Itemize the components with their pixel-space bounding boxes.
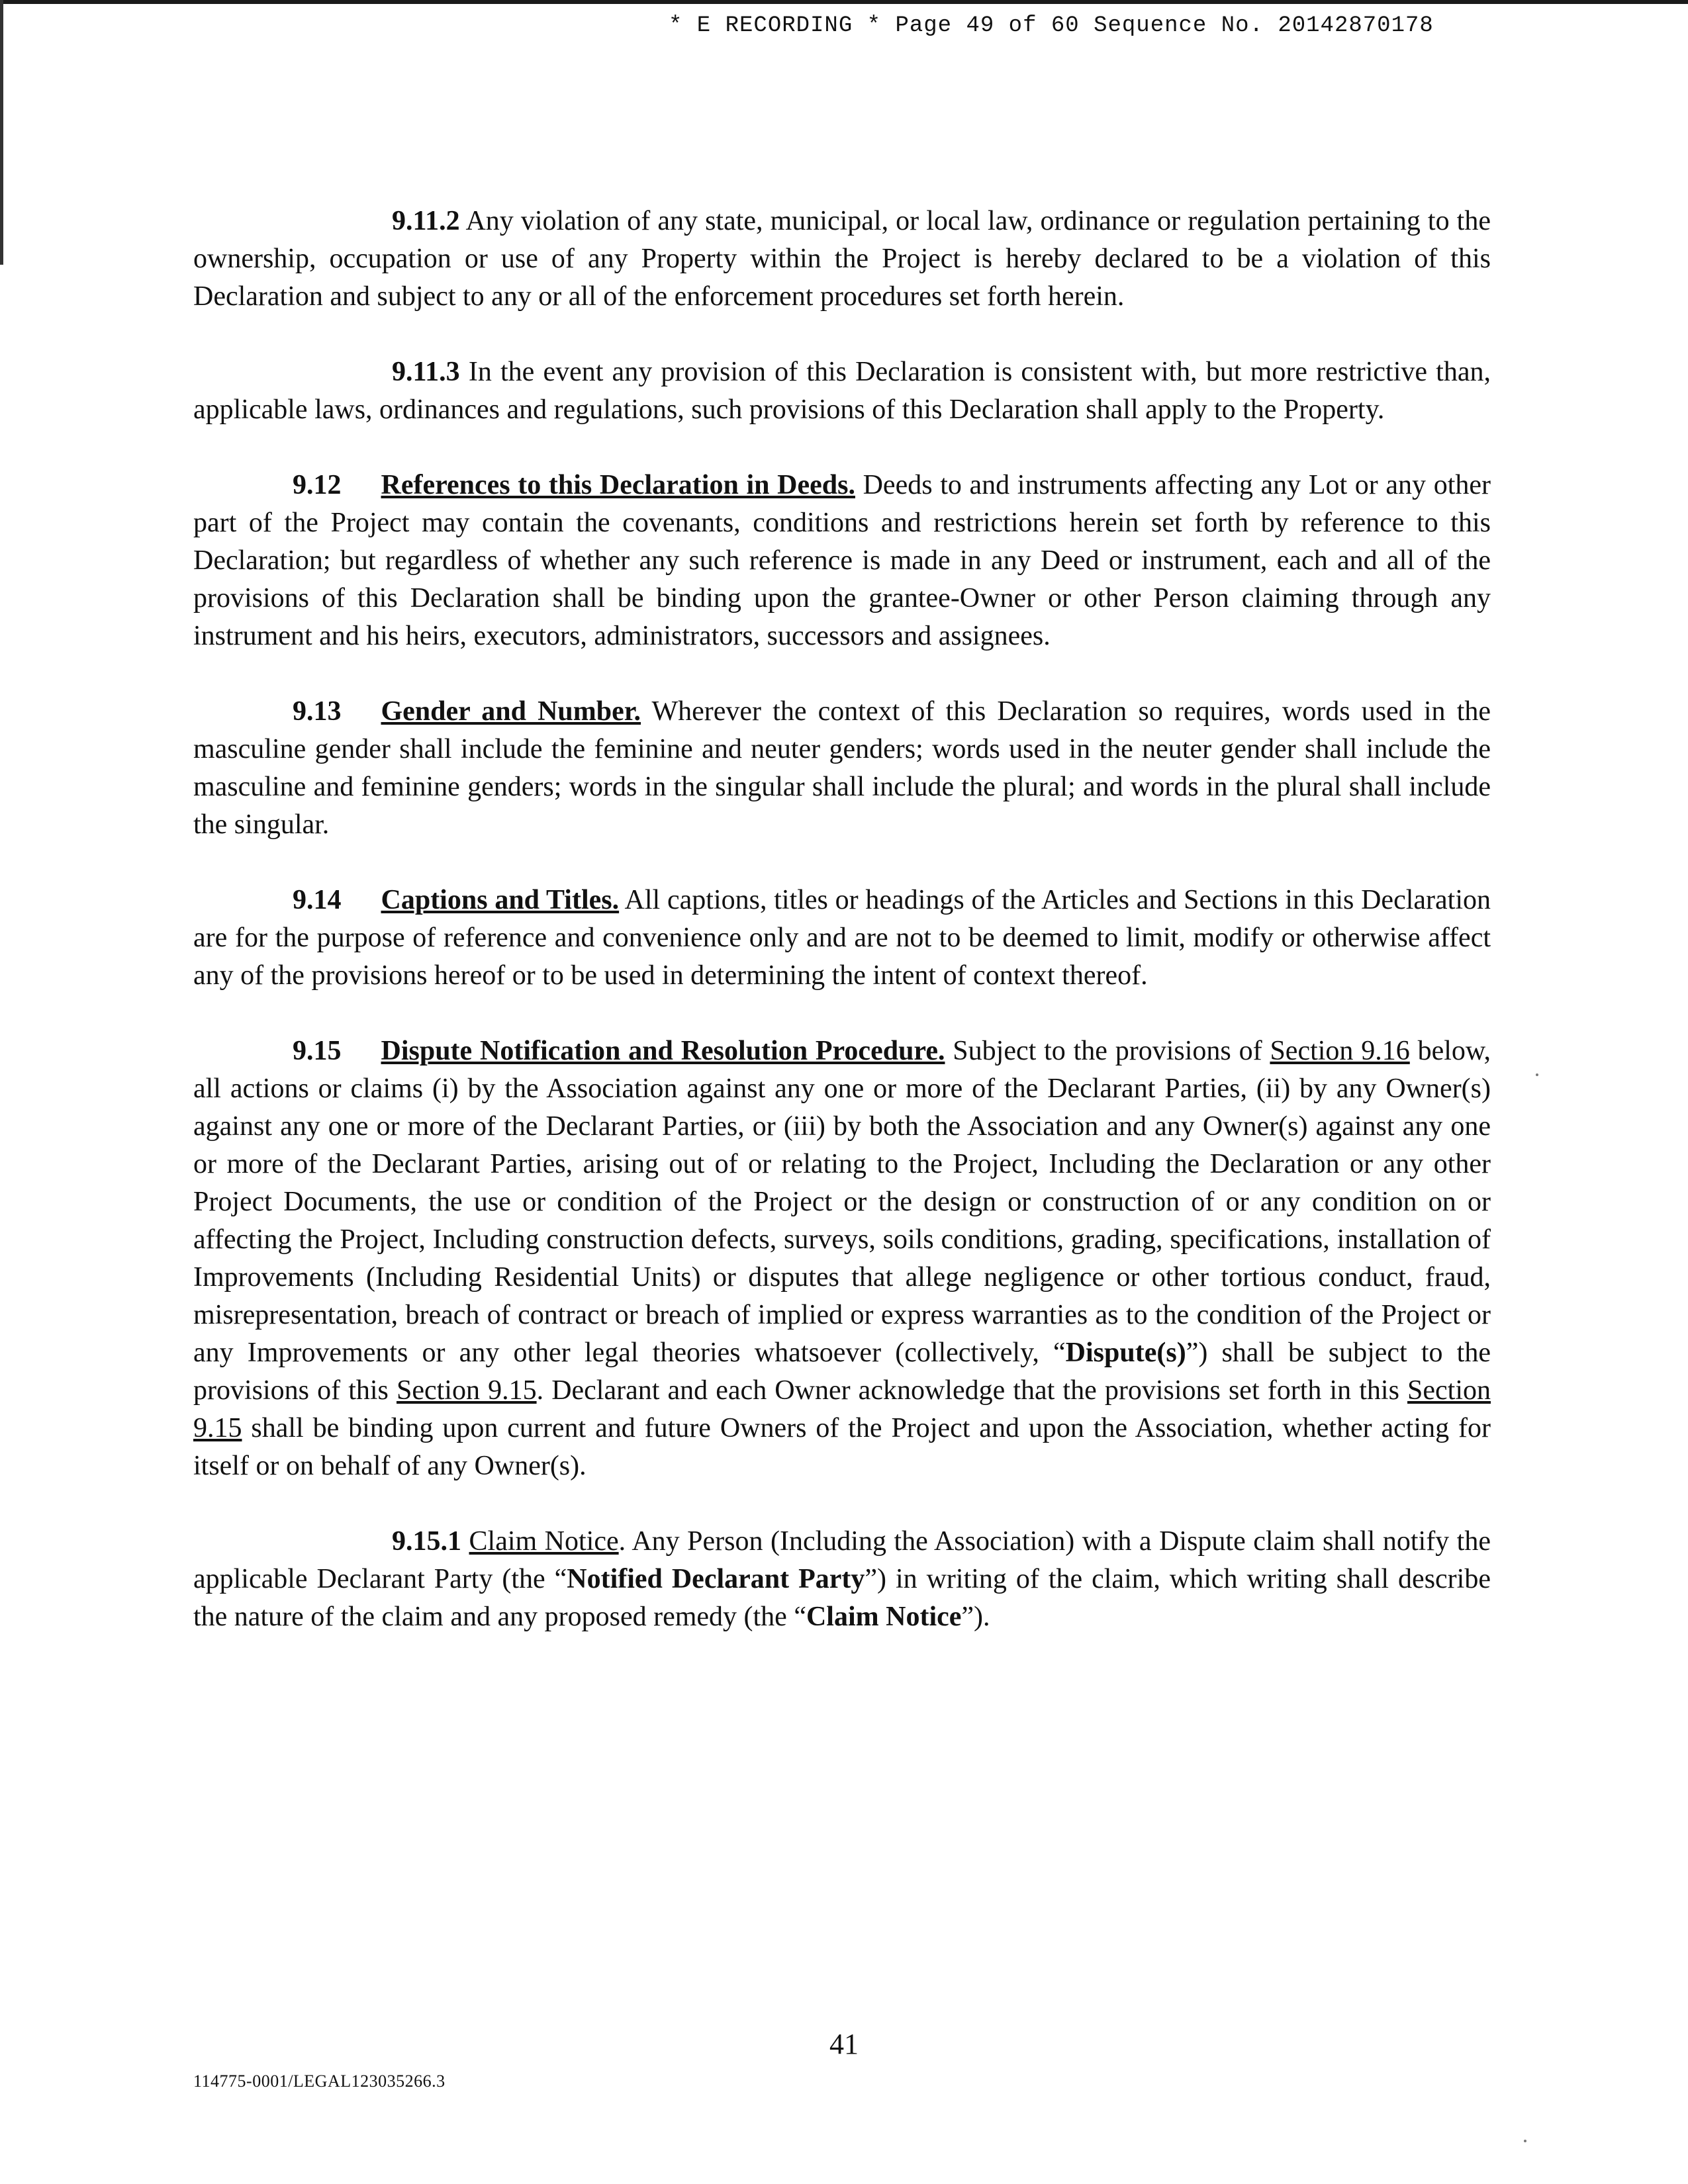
section-heading: References to this Declaration in Deeds. — [381, 470, 855, 500]
section-number: 9.11.3 — [392, 357, 460, 387]
section-number: 9.11.2 — [392, 206, 460, 236]
section-number: 9.15 — [293, 1036, 342, 1066]
section-9-14 — [193, 882, 1491, 995]
scan-left-edge — [0, 0, 3, 265]
section-text: ”) shall be subject to the provisions of this — [193, 1338, 1491, 1406]
recording-stamp: * E RECORDING * Page 49 of 60 Sequence No. 20142870178 — [669, 13, 1434, 38]
document-id: 114775-0001/LEGAL123035266.3 — [193, 2071, 445, 2091]
section-9-13 — [193, 693, 1491, 844]
section-9-11-3 — [193, 353, 1491, 429]
page-number: 41 — [829, 2028, 859, 2060]
section-text: Any violation of any state, municipal, or local law, ordinance or regulation pertaining to the ownership, occupation or use of any Property within the Project is hereby declared to be a violation of this Declaration and subject to any or all of the enforcement procedures set forth herein. — [193, 206, 1491, 312]
section-text: Subject to the provisions of — [945, 1036, 1270, 1066]
section-text: ”) in writing of the claim, which writing shall describe the nature of the claim and any proposed remedy (the “ — [193, 1564, 1491, 1632]
section-9-15 — [193, 1032, 1491, 1485]
section-number: 9.14 — [293, 885, 342, 915]
section-text: Wherever the context of this Declaration so requires, words used in the masculine gender shall include the feminine and neuter genders; words used in the neuter gender shall include the masculine and feminine genders; words in the singular shall include the plural; and words in the plural shall include the singular. — [193, 696, 1491, 840]
document-body — [193, 203, 1491, 1674]
section-heading: Captions and Titles. — [381, 885, 620, 915]
section-reference: Section 9.16 — [1270, 1036, 1410, 1066]
section-text: shall be binding upon current and future Owners of the Project and upon the Association, whether acting for itself or on behalf of any Owner(s). — [193, 1413, 1491, 1481]
section-reference: Section 9.15 — [193, 1375, 1491, 1443]
section-text: Deeds to and instruments affecting any Lot or any other part of the Project may contain the covenants, conditions and restrictions herein set forth by reference to this Declaration; but regardless of whether any such reference is made in any Deed or instrument, each and all of the provisions of this Declaration shall be binding upon the grantee-Owner or other Person claiming through any instrument and his heirs, executors, administrators, successors and assignees. — [193, 470, 1491, 651]
section-9-11-2 — [193, 203, 1491, 316]
section-text: ”). — [961, 1602, 990, 1632]
section-text: . Declarant and each Owner acknowledge that the provisions set forth in this — [536, 1375, 1408, 1406]
section-heading: Claim Notice — [469, 1526, 619, 1557]
section-number: 9.15.1 — [392, 1526, 461, 1557]
top-edge-rule — [0, 0, 1688, 4]
section-text: below, all actions or claims (i) by the Association against any one or more of the Declarant Parties, (ii) by any Owner(s) against any one or more of the Declarant Parties, or (iii) by both the Association and any Owner(s) against any one or more of the Declarant Parties, arising out of or relating to the Project, Including the Declaration or any other Project Documents, the use or condition of the Project or the design or construction of or any condition on or affecting the Project, Including construction defects, surveys, soils conditions, grading, specifications, installation of Improvements (Including Residential Units) or disputes that allege negligence or other tortious conduct, fraud, misrepresentation, breach of contract or breach of implied or express warranties as to the condition of the Project or any Improvements or any other legal theories whatsoever (collectively, “ — [193, 1036, 1491, 1368]
section-9-15-1 — [193, 1523, 1491, 1636]
section-text: . Any Person (Including the Association) with a Dispute claim shall notify the applicable Declarant Party (the “ — [193, 1526, 1491, 1594]
section-heading: Dispute Notification and Resolution Procedure. — [381, 1036, 945, 1066]
section-number: 9.12 — [293, 470, 342, 500]
section-9-12 — [193, 467, 1491, 655]
section-reference: Section 9.15 — [397, 1375, 537, 1406]
scan-speck — [1536, 1073, 1538, 1076]
defined-term: Claim Notice — [806, 1602, 962, 1632]
section-number: 9.13 — [293, 696, 342, 727]
defined-term: Dispute(s) — [1065, 1338, 1186, 1368]
defined-term: Notified Declarant Party — [567, 1564, 865, 1594]
section-text: In the event any provision of this Declaration is consistent with, but more restrictive than, applicable laws, ordinances and regulations, such provisions of this Declaration shall apply to the Property. — [193, 357, 1491, 425]
section-text: All captions, titles or headings of the Articles and Sections in this Declaration are for the purpose of reference and convenience only and are not to be deemed to limit, modify or otherwise affect any of the provisions hereof or to be used in determining the intent of context thereof. — [193, 885, 1491, 991]
scan-speck — [1524, 2140, 1526, 2142]
section-heading: Gender and Number. — [381, 696, 641, 727]
